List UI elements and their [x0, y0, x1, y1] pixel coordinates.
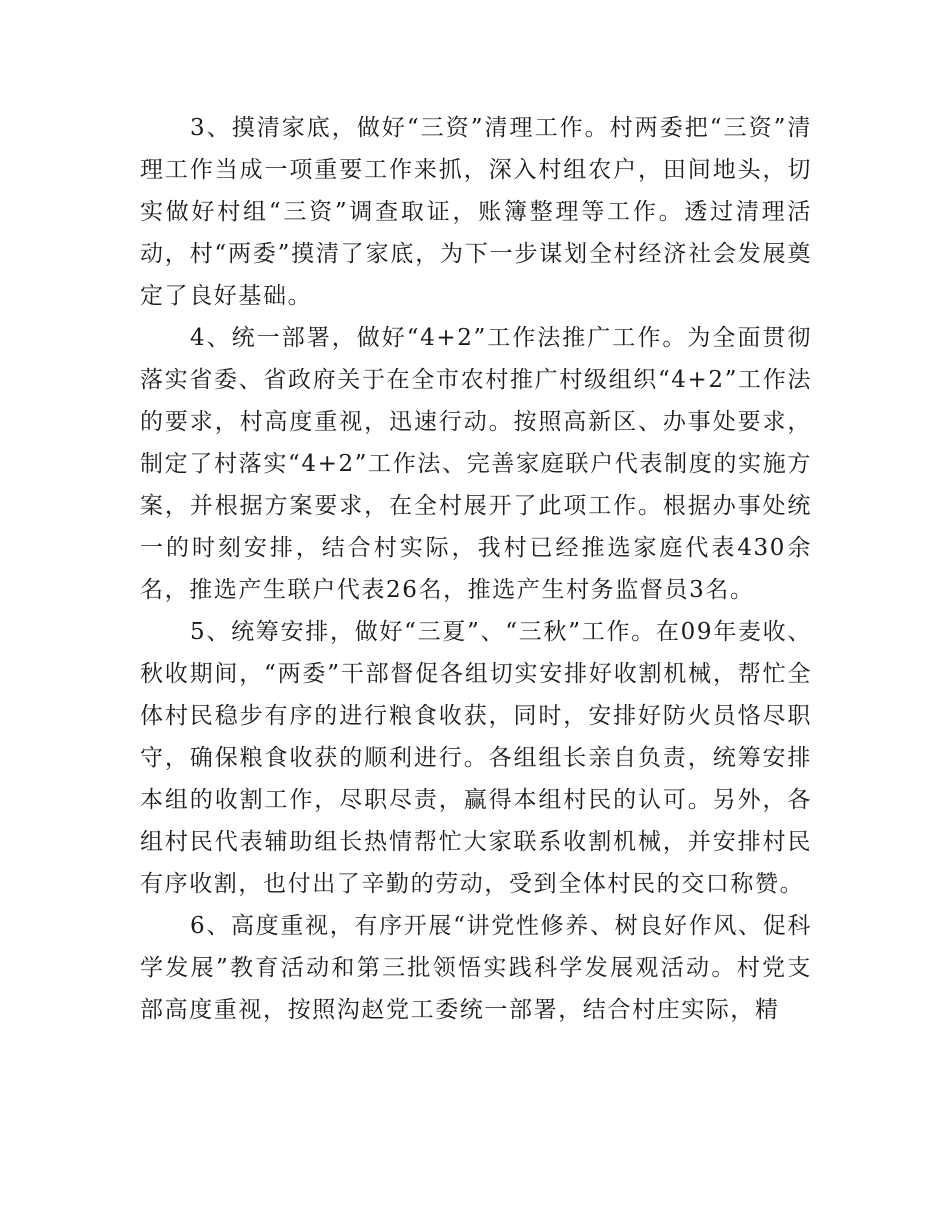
paragraph-three-assets: 3、摸清家底，做好“三资”清理工作。村两委把“三资”清理工作当成一项重要工作来抓，深入村组农户，田间地头，切实做好村组“三资”调查取证，账簿整理等工作。透过清理活动，村“两委”摸清了家底，为下一步谋划全村经济社会发展奠定了良好基础。: [140, 115, 812, 309]
paragraph-harvest-work: 5、统筹安排，做好“三夏”、“三秋”工作。在09年麦收、秋收期间，“两委”干部督促各组切实安排好收割机械，帮忙全体村民稳步有序的进行粮食收获，同时，安排好防火员恪尽职守，确保粮食收获的顺利进行。各组组长亲自负责，统筹安排本组的收割工作，尽职尽责，赢得本组村民的认可。另外，各组村民代表辅助组长热情帮忙大家联系收割机械，并安排村民有序收割，也付出了辛勤的劳动，受到全体村民的交口称赞。: [140, 619, 812, 897]
paragraph-education-activity: 6、高度重视，有序开展“讲党性修养、树良好作风、促科学发展”教育活动和第三批领悟实践科学发展观活动。村党支部高度重视，按照沟赵党工委统一部署，结合村庄实际，精: [140, 913, 812, 1023]
paragraph-4-plus-2-method: 4、统一部署，做好“4+2”工作法推广工作。为全面贯彻落实省委、省政府关于在全市农村推广村级组织“4+2”工作法的要求，村高度重视，迅速行动。按照高新区、办事处要求，制定了村落实“4+2”工作法、完善家庭联户代表制度的实施方案，并根据方案要求，在全村展开了此项工作。根据办事处统一的时刻安排，结合村实际，我村已经推选家庭代表430余名，推选产生联户代表26名，推选产生村务监督员3名。: [140, 325, 812, 603]
document-body: [140, 107, 812, 1031]
